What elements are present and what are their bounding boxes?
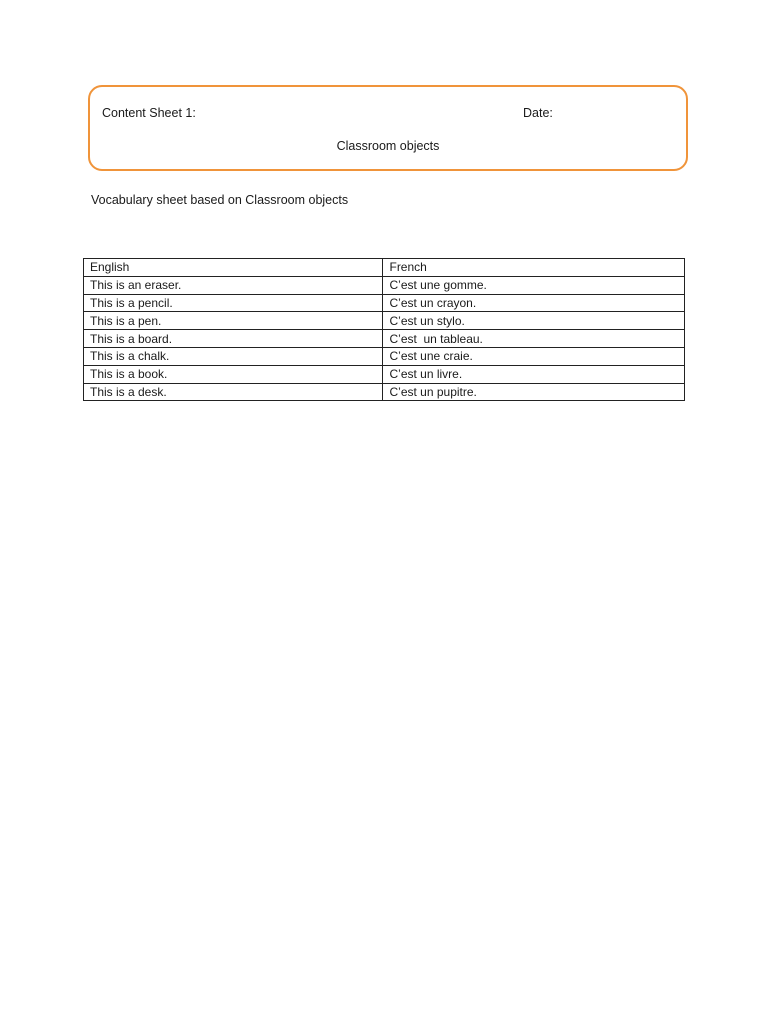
table-row xyxy=(84,276,685,294)
table-row xyxy=(84,347,685,365)
table-row xyxy=(84,312,685,330)
french-cell: C’est une gomme. xyxy=(383,276,685,294)
english-cell: This is a board. xyxy=(84,330,383,348)
table-row xyxy=(84,294,685,312)
french-cell: C’est un tableau. xyxy=(383,330,685,348)
table-row xyxy=(84,383,685,401)
table-row xyxy=(84,330,685,348)
header-box xyxy=(88,85,688,171)
column-header-french: French xyxy=(383,259,685,277)
vocabulary-table xyxy=(83,258,685,401)
english-cell: This is a desk. xyxy=(84,383,383,401)
french-cell: C’est un crayon. xyxy=(383,294,685,312)
french-cell: C’est un stylo. xyxy=(383,312,685,330)
intro-text: Vocabulary sheet based on Classroom objects xyxy=(91,193,349,207)
content-sheet-label: Content Sheet 1: xyxy=(102,106,196,120)
french-cell: C’est un livre. xyxy=(383,365,685,383)
date-label: Date: xyxy=(523,106,553,120)
table-row xyxy=(84,365,685,383)
column-header-english: English xyxy=(84,259,383,277)
english-cell: This is a pen. xyxy=(84,312,383,330)
table-header-row xyxy=(84,259,685,277)
english-cell: This is a book. xyxy=(84,365,383,383)
topic-title: Classroom objects xyxy=(336,139,440,153)
english-cell: This is a pencil. xyxy=(84,294,383,312)
french-cell: C’est une craie. xyxy=(383,347,685,365)
english-cell: This is a chalk. xyxy=(84,347,383,365)
english-cell: This is an eraser. xyxy=(84,276,383,294)
french-cell: C’est un pupitre. xyxy=(383,383,685,401)
